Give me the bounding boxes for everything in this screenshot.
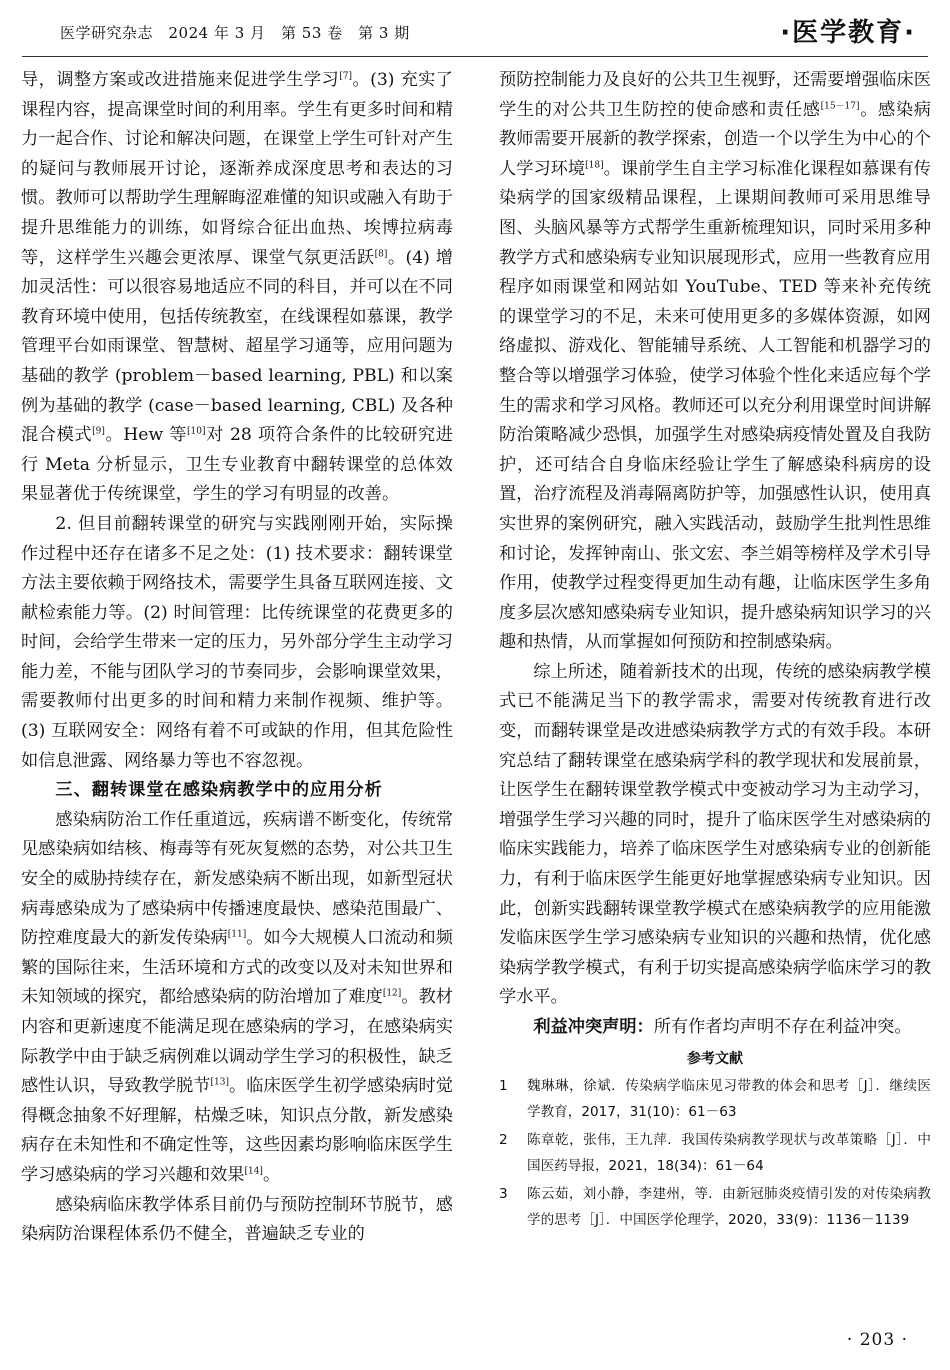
text-run: 。 [262, 1164, 281, 1185]
citation-marker: [12] [382, 988, 402, 999]
text-run: 感染病防治工作任重道远，疾病谱不断变化，传统常见感染病如结核、梅毒等有死灰复燃的态势，对公共卫生安全的威胁持续存在，新发感染病不断出现，如新型冠状病毒感染成为了感染病中传播速度最快、感染范围最广、防控难度最大的新发传染病 [21, 809, 453, 949]
header-divider [22, 56, 928, 57]
paragraph-left-2 [21, 510, 453, 776]
text-run: 。感染病教师需要开展新的教学探索，创造一个以学生为中心的个人学习环境 [499, 99, 931, 179]
paragraph-left-4 [21, 1191, 453, 1250]
reference-item [499, 1127, 931, 1179]
text-run: 。Hew 等 [104, 425, 188, 446]
section-tag: ·医学教育· [780, 18, 916, 48]
citation-marker: [11] [227, 929, 247, 940]
text-run: 导，调整方案或改进措施来促进学生学习 [21, 70, 340, 90]
paragraph-left-3 [21, 806, 453, 1191]
paragraph-right-2: 综上所述，随着新技术的出现，传统的感染病教学模式已不能满足当下的教学需求，需要对传统教育进行改变，而翻转课堂是改进感染病教学方式的有效手段。本研究总结了翻转课堂在感染病学科的教学现状和发展前景，让医学生在翻转课堂教学模式中变被动学习为主动学习，增强学生学习兴趣的同时，提升了临床医学生对感染病的临床实践能力，培养了临床医学生对感染病专业的创新能力，有利于临床医学生能更好地掌握感染病专业知识。因此，创新实践翻转课堂教学模式在感染病教学的应用能激发临床医学生学习感染病专业知识的兴趣和热情，优化感染病学教学模式，有利于切实提高感染病学临床学习的教学水平。 [499, 661, 931, 1008]
reference-item [499, 1073, 931, 1125]
paragraph-right-1 [499, 66, 931, 658]
journal-info: 医学研究杂志 2024 年 3 月 第 53 卷 第 3 期 [60, 24, 410, 42]
reference-number: 1 [499, 1077, 508, 1094]
text-run: 。课前学生自主学习标准化课程如慕课有传染病学的国家级精品课程，上课期间教师可采用思维导图、头脑风暴等方式帮学生重新梳理知识，同时采用多种教学方式和感染病专业知识展现形式，应用一些教育应用程序如雨课堂和网站如 YouTube、TED 等来补充传统的课堂学习的不足，未来可使用更多的多媒体资源，如网络虚拟、游戏化、智能辅导系统、人工智能和机器学习的整合等以增强学习体验，使学习体验个性化来适应每个学生的需求和学习风格。教师还可以充分利用课堂时间讲解防治策略减少恐惧，加强学生对感染病疫情处置及自我防护，还可结合自身临床经验让学生了解感染科病房的设置，治疗流程及消毒隔离防护等，加强感性认识，使用真实世界的案例研究，融入实践活动，鼓励学生批判性思维和讨论，发挥钟南山、张文宏、李兰娟等榜样及学术引导作用，使教学过程变得更加生动有趣，让临床医学生多角度多层次感知感染病专业知识，提升感染病知识学习的兴趣和热情，从而掌握如何预防和控制感染病。 [499, 158, 931, 653]
page-header [0, 0, 950, 58]
reference-number: 2 [499, 1131, 508, 1148]
reference-list [499, 1073, 931, 1233]
text-run: 感染病临床教学体系目前仍与预防控制环节脱节，感染病防治课程体系仍不健全，普遍缺乏专业的 [21, 1194, 453, 1245]
paragraph-left-1 [21, 66, 453, 510]
citation-marker: [10] [187, 426, 206, 437]
citation-marker: [18] [585, 160, 604, 171]
reference-text: 魏琳琳，徐斌．传染病学临床见习带教的体会和思考［J］．继续医学教育，2017，31(10)：61－63 [527, 1077, 931, 1120]
page-number: · 203 · [846, 1330, 908, 1350]
citation-marker: [15－17] [820, 100, 860, 111]
right-column [499, 66, 931, 1235]
citation-marker: [9] [92, 426, 105, 437]
text-run: 。(3) 充实了课程内容，提高课堂时间的利用率。学生有更多时间和精力一起合作、讨论和解决问题，在课堂上学生可针对产生的疑问与教师展开讨论，逐渐养成深度思考和表达的习惯。教师可以帮助学生理解晦涩难懂的知识或融入有助于提升思维能力的训练，如肾综合征出血热、埃博拉病毒等，这样学生兴趣会更浓厚、课堂气氛更活跃 [21, 70, 453, 268]
citation-marker: [8] [374, 248, 388, 259]
references-title: 参考文献 [687, 1050, 743, 1067]
text-run: 2. 但目前翻转课堂的研究与实践刚刚开始，实际操作过程中还存在诸多不足之处：(1) 技术要求：翻转课堂方法主要依赖于网络技术，需要学生具备互联网连接、文献检索能力等。(2) 时间管理：比传统课堂的花费更多的时间，会给学生带来一定的压力，另外部分学生主动学习能力差，不能与团队学习的节奏同步，会影响课堂效果，需要教师付出更多的时间和精力来制作视频、维护等。(3) 互联网安全：网络有着不可或缺的作用，但其危险性如信息泄露、网络暴力等也不容忽视。 [21, 513, 453, 771]
reference-number: 3 [499, 1185, 508, 1202]
text-run: 。临床医学生初学感染病时觉得概念抽象不好理解，枯燥乏味，知识点分散，新发感染病存在未知性和不确定性等，这些因素均影响临床医学生学习感染病的学习兴趣和效果 [21, 1076, 453, 1185]
reference-item [499, 1181, 931, 1233]
conflict-text: 所有作者均声明不存在利益冲突。 [653, 1017, 912, 1037]
text-run: 预防控制能力及良好的公共卫生视野，还需要增强临床医学生的对公共卫生防控的使命感和责任感 [499, 70, 931, 120]
citation-marker: [14] [244, 1166, 263, 1177]
left-column [21, 66, 453, 1250]
reference-text: 陈云茹，刘小静，李建州，等．由新冠肺炎疫情引发的对传染病教学的思考［J］．中国医学伦理学，2020，33(9)：1136－1139 [527, 1185, 931, 1228]
section-heading: 三、翻转课堂在感染病教学中的应用分析 [55, 780, 383, 801]
text-run: 对 28 项符合条件的比较研究进行 Meta 分析显示，卫生专业教育中翻转课堂的总体效果显著优于传统课堂，学生的学习有明显的改善。 [21, 425, 453, 505]
reference-text: 陈章乾，张伟，王九萍．我国传染病教学现状与改革策略［J］．中国医药导报，2021，18(34)：61－64 [527, 1131, 931, 1174]
text-run: 。(4) 增加灵活性：可以很容易地适应不同的科目，并可以在不同教育环境中使用，包括传统教室，在线课程如慕课，教学管理平台如雨课堂、智慧树、超星学习通等，应用问题为基础的教学 (problem－based learning, PBL) 和以案例为基础的教学 (case－based learning, CBL) 及各种混合模式 [21, 247, 453, 446]
conflict-statement [499, 1013, 931, 1043]
conflict-label: 利益冲突声明： [533, 1017, 654, 1037]
text-run: 。教材内容和更新速度不能满足现在感染病的学习，在感染病实际教学中由于缺乏病例难以调动学生学习的积极性，缺乏感性认识，导致教学脱节 [21, 987, 453, 1097]
citation-marker: [13] [210, 1077, 229, 1088]
citation-marker: [7] [339, 71, 352, 82]
text-run: 。如今大规模人口流动和频繁的国际往来，生活环境和方式的改变以及对未知世界和未知领域的探究，都给感染病的防治增加了难度 [21, 928, 453, 1008]
